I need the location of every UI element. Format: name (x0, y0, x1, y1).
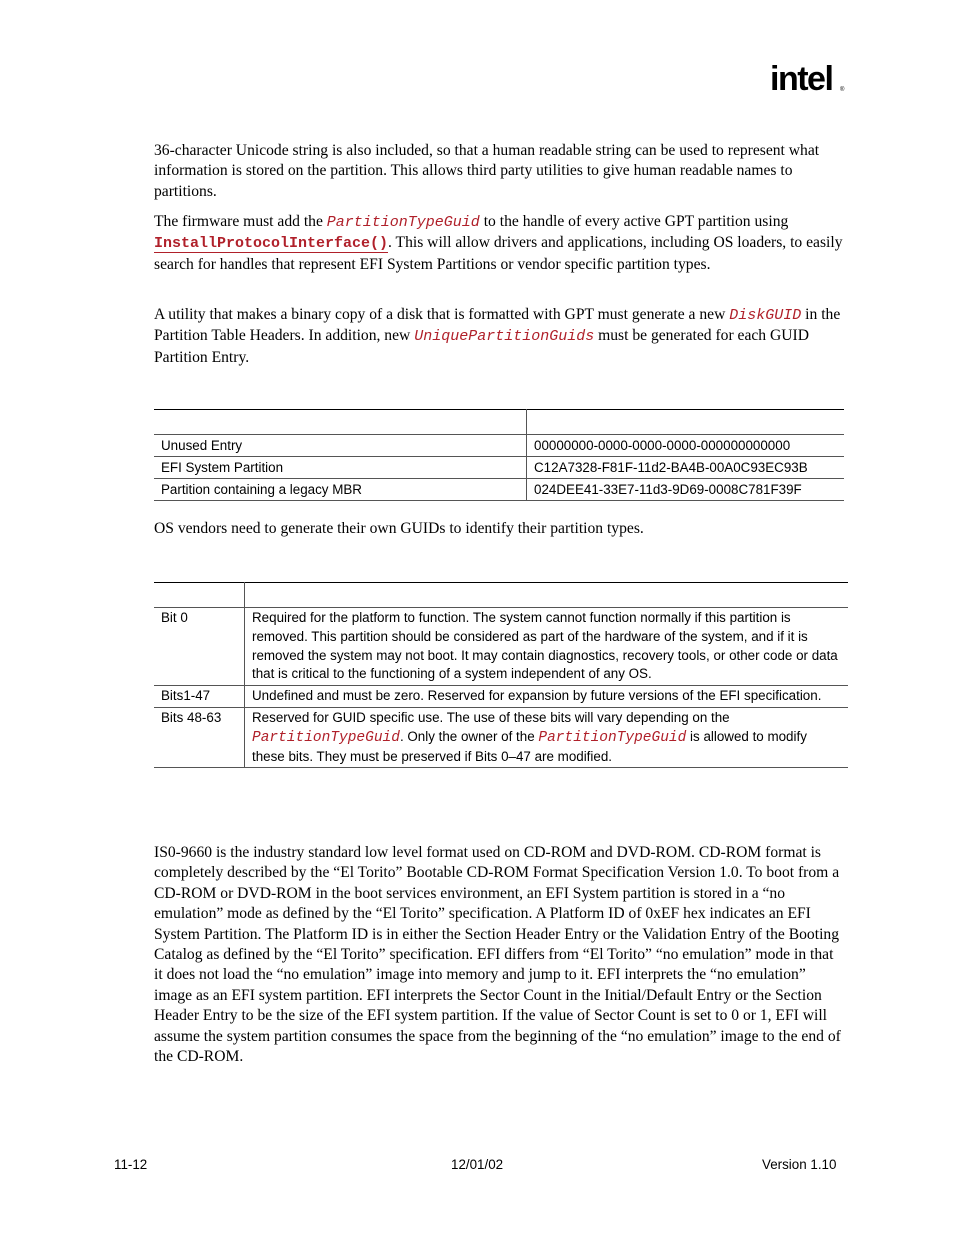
logo-text: intel (770, 60, 833, 98)
row-bits: Bits1-47 (154, 686, 245, 708)
text: . This will allow drivers and applications, including OS loaders, to easily search for handles that represent EFI System Partitions or vendor specific partition types. (154, 234, 843, 273)
paragraph-iso-9660 (154, 843, 844, 1067)
paragraph-text: OS vendors need to generate their own GUIDs to identify their partition types. (154, 520, 644, 537)
row-guid: 00000000-0000-0000-0000-000000000000 (527, 435, 845, 457)
text: must be generated for each GUID Partition Entry. (154, 327, 809, 366)
paragraph-text: IS0-9660 is the industry standard low level format used on CD-ROM and DVD-ROM. CD-ROM format is completely described by the “El Torito” Bootable CD-ROM Format Specification Version 1.0. To boot from a CD-ROM or DVD-ROM in the boot services environment, an EFI System partition is stored in a “no emulation” mode as defined by the “El Torito” specification. A Platform ID of 0xEF hex indicates an EFI System Partition. The Platform ID is in either the Section Header Entry or the Validation Entry of the Booting Catalog as defined by the “El Torito” specification. EFI differs from “El Torito” “no emulation” mode in that it does not load the “no emulation” image into memory and jump to it. EFI interprets the “no emulation” image as an EFI system partition. EFI interprets the Sector Count in the Initial/Default Entry or the Section Header Entry to be the size of the EFI system partition. If the value of Sector Count is set to 0 or 1, EFI will assume the system partition consumes the space from the beginning of the “no emulation” image to the end of the CD-ROM. (154, 844, 841, 1066)
logo-registered: ® (840, 87, 845, 93)
table-header-row (154, 583, 848, 608)
partition-type-guid-table (154, 409, 844, 501)
row-desc: Unused Entry (154, 435, 527, 457)
text: Reserved for GUID specific use. The use of these bits will vary depending on the (252, 709, 730, 725)
footer-page-number: 11-12 (114, 1157, 148, 1172)
header-cell (527, 410, 845, 435)
row-bits: Bits 48-63 (154, 707, 245, 767)
intel-logo (770, 58, 850, 108)
partition-attributes-table (154, 582, 848, 768)
code-unique-partition-guids: UniquePartitionGuids (414, 328, 595, 346)
table-row (154, 608, 848, 686)
paragraph-text: 36-character Unicode string is also included, so that a human readable string can be used to represent what information is stored on the partition. This allows third party utilities to give human readable names to partitions. (154, 142, 820, 200)
table-row (154, 457, 844, 479)
code-disk-guid: DiskGUID (729, 307, 802, 324)
text: The firmware must add the (154, 213, 327, 230)
row-bits: Bit 0 (154, 608, 245, 686)
table-row (154, 435, 844, 457)
header-cell (154, 583, 245, 608)
text: in the Partition Table Headers. In addition, new (154, 306, 841, 345)
row-desc: Required for the platform to function. The system cannot function normally if this partition is removed. This partition should be considered as part of the hardware of the system, and if it is removed the system may not boot. It may contain diagnostics, recovery tools, or other code or data that is critical to the functioning of a system independent of any OS. (245, 608, 849, 686)
table-row (154, 479, 844, 501)
row-desc (245, 707, 849, 767)
row-guid: C12A7328-F81F-11d2-BA4B-00A0C93EC93B (527, 457, 845, 479)
row-desc: Undefined and must be zero. Reserved for expansion by future versions of the EFI specification. (245, 686, 849, 708)
code-partition-type-guid: PartitionTypeGuid (538, 729, 687, 746)
paragraph-unicode-string (154, 141, 844, 202)
text: . Only the owner of the (399, 728, 539, 744)
table-row (154, 707, 848, 767)
code-partition-type-guid: PartitionTypeGuid (252, 729, 400, 746)
header-cell (245, 583, 849, 608)
paragraph-os-vendors (154, 519, 844, 539)
footer-version: Version 1.10 (762, 1157, 837, 1172)
code-partition-type-guid: PartitionTypeGuid (326, 214, 480, 231)
text: to the handle of every active GPT partition using (479, 213, 789, 230)
row-desc: EFI System Partition (154, 457, 527, 479)
paragraph-partition-type-guid (154, 212, 844, 275)
text: is allowed to modify these bits. They must be preserved if Bits 0–47 are modified. (252, 728, 807, 764)
table-header-row (154, 410, 844, 435)
footer-date: 12/01/02 (451, 1157, 504, 1172)
header-cell (154, 410, 527, 435)
row-guid: 024DEE41-33E7-11d3-9D69-0008C781F39F (527, 479, 845, 501)
paragraph-disk-guid (154, 305, 844, 368)
text: A utility that makes a binary copy of a disk that is formatted with GPT must generate a new (154, 306, 730, 323)
link-install-protocol-interface[interactable]: InstallProtocolInterface() (154, 235, 389, 253)
table-row (154, 686, 848, 708)
row-desc: Partition containing a legacy MBR (154, 479, 527, 501)
